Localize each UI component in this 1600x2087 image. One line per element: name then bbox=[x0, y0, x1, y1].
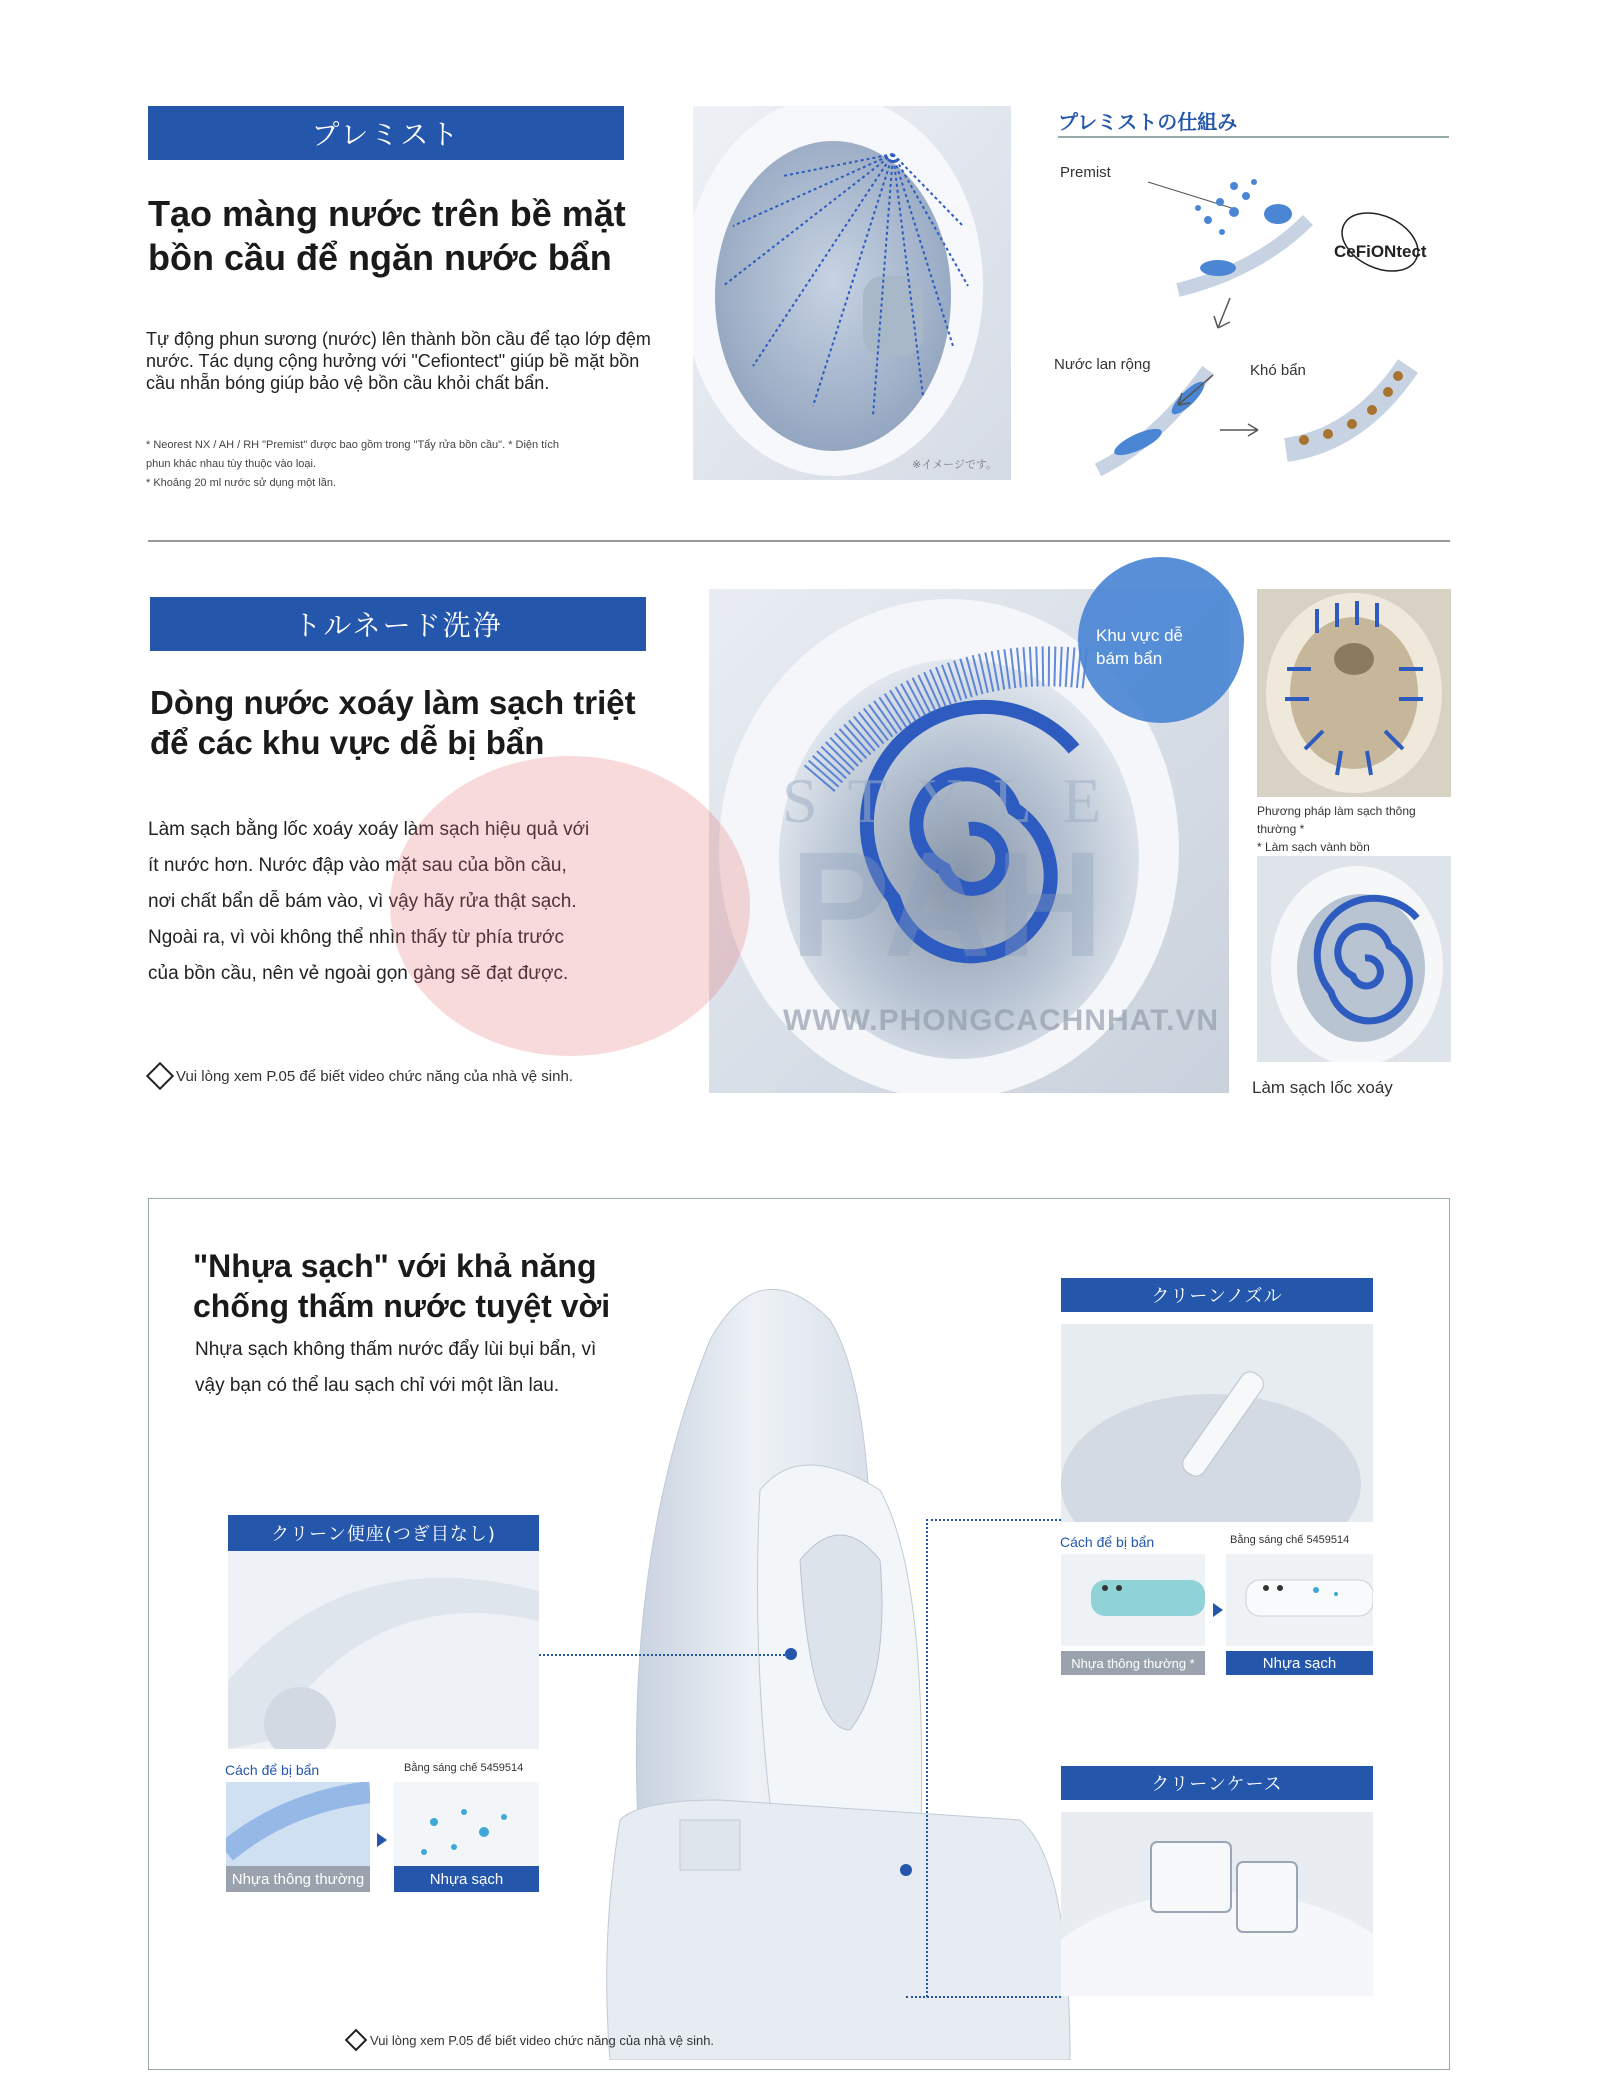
watermark-circle bbox=[390, 756, 750, 1056]
swirl-caption: Làm sạch lốc xoáy bbox=[1252, 1078, 1393, 1097]
clean-resin-body-line2: vậy bạn có thể lau sạch chỉ với một lần lau. bbox=[195, 1375, 560, 1396]
premist-diagram-title: プレミストの仕組み bbox=[1058, 112, 1238, 134]
tornado-bar-label: トルネード洗浄 bbox=[293, 609, 503, 642]
premist-title-line1: Tạo màng nước trên bề mặt bbox=[148, 193, 626, 234]
tornado-heading bbox=[150, 683, 680, 763]
premist-diagram-cefiontect: CeFiONtect bbox=[1334, 242, 1427, 261]
bubble-line2: bám bẩn bbox=[1096, 649, 1163, 668]
premist-heading bbox=[148, 192, 668, 280]
clean-resin-title-line1: "Nhựa sạch" với khả năng bbox=[193, 1248, 597, 1284]
premist-diagram-premist: Premist bbox=[1060, 164, 1111, 181]
clean-seat-photo bbox=[228, 1551, 539, 1749]
tornado-title-bar bbox=[150, 597, 646, 651]
tornado-body-line: Ngoài ra, vì vòi không thể nhìn thấy từ phía trước bbox=[148, 927, 565, 948]
nozzle-dirty-label: Cách để bị bẩn bbox=[1060, 1534, 1155, 1550]
nozzle-clean-sample bbox=[1226, 1554, 1373, 1646]
tornado-video-note[interactable]: Vui lòng xem P.05 để biết video chức năng của nhà vệ sinh. bbox=[176, 1067, 573, 1085]
normal-caption-line3: * Làm sạch vành bồn bbox=[1257, 840, 1370, 854]
seat-clean-label: Nhựa sạch bbox=[394, 1866, 539, 1892]
video-link-icon bbox=[146, 1062, 174, 1090]
premist-notes bbox=[146, 436, 586, 493]
case-leader-dot bbox=[900, 1864, 912, 1876]
clean-nozzle-bar bbox=[1061, 1278, 1373, 1312]
nozzle-leader-line-h bbox=[926, 1519, 1061, 1521]
premist-title-bar bbox=[148, 106, 624, 160]
premist-diagram-hard-dirty: Khó bẩn bbox=[1250, 362, 1306, 379]
nozzle-clean-label: Nhựa sạch bbox=[1226, 1651, 1373, 1675]
tornado-body-line: nơi chất bẩn dễ bám vào, vì vậy hãy rửa thật sạch. bbox=[148, 891, 577, 912]
nozzle-normal-sample bbox=[1061, 1554, 1205, 1646]
clean-case-photo bbox=[1061, 1812, 1373, 1996]
seat-leader-line bbox=[539, 1654, 789, 1656]
watermark-url: WWW.PHONGCACHNHAT.VN bbox=[783, 1004, 1220, 1037]
premist-diagram-spread: Nước lan rộng bbox=[1054, 356, 1151, 373]
clean-resin-video-note-row bbox=[348, 2032, 714, 2048]
premist-note-2: * Khoảng 20 ml nước sử dụng một lần. bbox=[146, 477, 337, 489]
section-divider bbox=[148, 540, 1450, 542]
tornado-title-line2: để các khu vực dễ bị bẩn bbox=[150, 724, 545, 761]
case-leader-line bbox=[906, 1996, 1061, 1998]
seat-patent: Bằng sáng chế 5459514 bbox=[404, 1762, 524, 1774]
tornado-body-line: của bồn cầu, nên vẻ ngoài gọn gàng sẽ đạt được. bbox=[148, 963, 569, 984]
tornado-title-line1: Dòng nước xoáy làm sạch triệt bbox=[150, 684, 636, 721]
clean-resin-video-note[interactable]: Vui lòng xem P.05 để biết video chức năng của nhà vệ sinh. bbox=[370, 2032, 715, 2048]
premist-note-1: * Neorest NX / AH / RH "Premist" được bao gồm trong "Tẩy rửa bồn cầu". * Diện tích phun khác nhau tùy thuộc vào loại. bbox=[146, 439, 559, 470]
tornado-body-line: ít nước hơn. Nước đập vào mặt sau của bồn cầu, bbox=[148, 855, 567, 876]
dirty-area-bubble-text bbox=[1096, 624, 1183, 670]
clean-resin-body-line1: Nhựa sạch không thấm nước đẩy lùi bụi bẩn, vì bbox=[195, 1339, 597, 1360]
nozzle-compare-arrow bbox=[1213, 1603, 1223, 1617]
seat-compare-arrow bbox=[377, 1833, 387, 1847]
clean-nozzle-bar-label: クリーンノズル bbox=[1151, 1286, 1283, 1307]
video-link-icon bbox=[345, 2029, 368, 2052]
seat-clean-sample bbox=[394, 1782, 539, 1874]
premist-body: Tự động phun sương (nước) lên thành bồn cầu để tạo lớp đệm nước. Tác dụng cộng hưởng với "Cefiontect" giúp bề mặt bồn cầu nhẵn bóng giúp bảo vệ bồn cầu khỏi chất bẩn. bbox=[146, 329, 651, 393]
seat-dirty-label: Cách để bị bẩn bbox=[225, 1762, 320, 1778]
normal-cleaning-caption bbox=[1257, 802, 1457, 856]
nozzle-patent: Bằng sáng chế 5459514 bbox=[1230, 1534, 1350, 1546]
tornado-body-line: Làm sạch bằng lốc xoáy xoáy làm sạch hiệu quả với bbox=[148, 819, 590, 840]
bubble-line1: Khu vực dễ bbox=[1096, 626, 1183, 645]
normal-cleaning-photo bbox=[1257, 589, 1451, 797]
seat-normal-sample bbox=[226, 1782, 370, 1874]
premist-diagram-rule bbox=[1058, 136, 1449, 138]
clean-resin-title-line2: chống thấm nước tuyệt vời bbox=[193, 1288, 611, 1324]
clean-nozzle-photo bbox=[1061, 1324, 1373, 1522]
nozzle-normal-label: Nhựa thông thường * bbox=[1061, 1651, 1205, 1675]
clean-seat-bar-label: クリーン便座(つぎ目なし) bbox=[271, 1524, 496, 1545]
nozzle-leader-line-v bbox=[926, 1519, 928, 1997]
swirl-cleaning-photo bbox=[1257, 856, 1451, 1062]
watermark-word: STYLE bbox=[782, 765, 1132, 836]
seat-normal-label: Nhựa thông thường bbox=[226, 1866, 370, 1892]
clean-seat-bar bbox=[228, 1515, 539, 1551]
seat-leader-dot bbox=[785, 1648, 797, 1660]
normal-caption-line1: Phương pháp làm sạch thông bbox=[1257, 804, 1416, 818]
normal-caption-line2: thường * bbox=[1257, 822, 1305, 836]
watermark-logo: PAH bbox=[790, 820, 1108, 988]
premist-title-line2: bồn cầu để ngăn nước bẩn bbox=[148, 237, 612, 278]
premist-bar-label: プレミスト bbox=[311, 118, 461, 151]
premist-diagram-graphic bbox=[1058, 150, 1458, 480]
clean-case-bar-label: クリーンケース bbox=[1151, 1774, 1283, 1795]
premist-bowl-photo bbox=[693, 106, 1011, 480]
tornado-video-note-row bbox=[150, 1066, 573, 1086]
toilet-illustration bbox=[600, 1260, 1080, 2060]
clean-case-bar bbox=[1061, 1766, 1373, 1800]
premist-image-caption: ※イメージです。 bbox=[911, 459, 997, 471]
